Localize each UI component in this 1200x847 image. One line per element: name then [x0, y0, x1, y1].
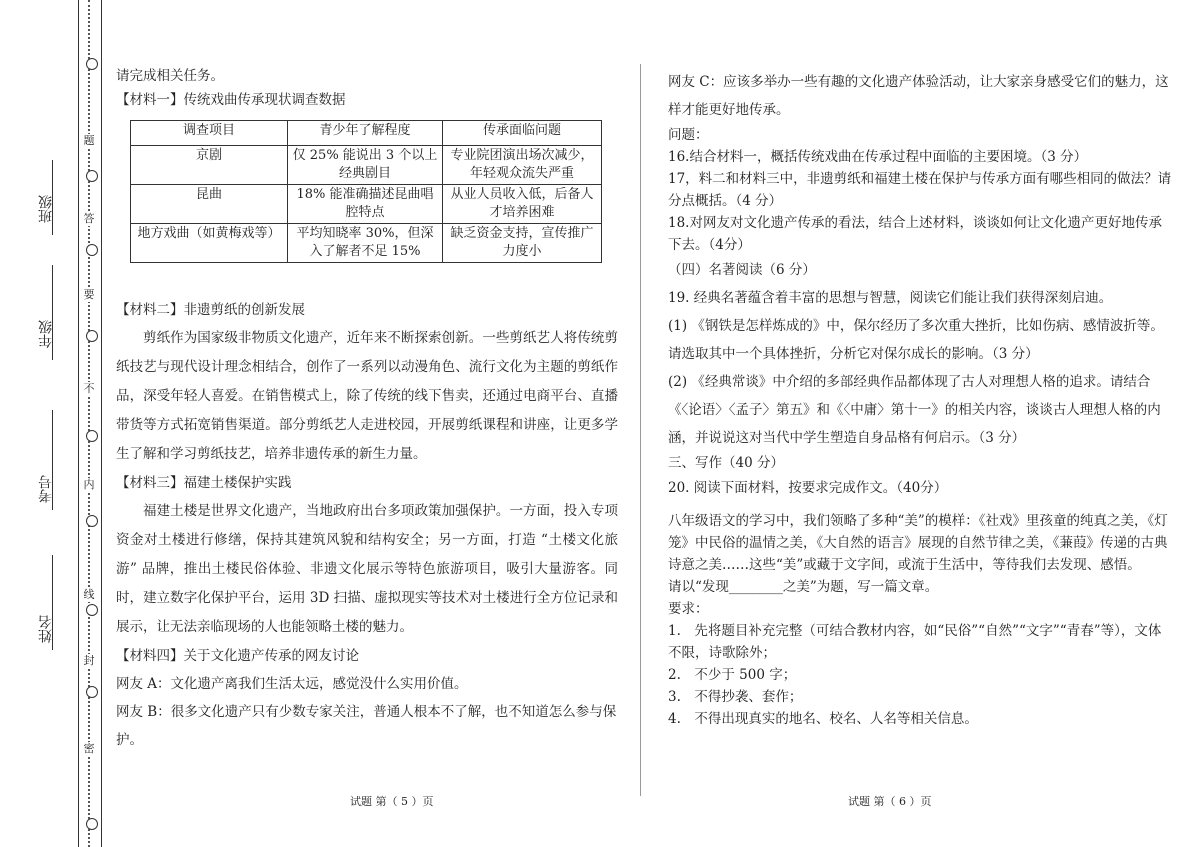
- netizen-a-comment: 网友 A：文化遗产离我们生活太远，感觉没什么实用价值。: [116, 676, 468, 692]
- question-20: 20. 阅读下面材料，按要求完成作文。（40分）: [668, 480, 948, 496]
- table-header-cell: 调查项目: [131, 121, 288, 146]
- survey-table: [130, 120, 602, 263]
- page-number-5: 试题 第（ 5 ）页: [350, 795, 434, 808]
- exam-number-blank[interactable]: [52, 410, 54, 510]
- seal-char: 封: [83, 654, 95, 667]
- page-5: [116, 64, 618, 748]
- seal-circle: [86, 330, 98, 342]
- class-blank[interactable]: [52, 160, 54, 235]
- page-divider: [640, 64, 641, 796]
- seal-dotted-line: [88, 0, 90, 847]
- intro-text: 请完成相关任务。: [116, 68, 224, 84]
- seal-char: 答: [83, 212, 95, 225]
- table-header-cell: 传承面临问题: [443, 121, 602, 146]
- seal-circle: [86, 430, 98, 442]
- table-cell: 缺乏资金支持，宣传推广力度小: [443, 224, 602, 263]
- name-label: 姓名: [38, 615, 54, 643]
- question-19-2: (2) 《经典常谈》中介绍的多部经典作品都体现了古人对理想人格的追求。请结合《〈论语〉〈孟子〉第五》和《〈中庸〉第十一》的相关内容，谈谈古人理想人格的内涵，并说说这对当代中学生塑造自身品格有何启示。（3 分）: [668, 374, 1161, 446]
- table-cell: 平均知晓率 30%，但深入了解者不足 15%: [288, 224, 443, 263]
- table-cell: 18% 能准确描述昆曲唱腔特点: [288, 185, 443, 224]
- table-row: [131, 224, 602, 263]
- table-row: [131, 185, 602, 224]
- seal-circle: [86, 818, 98, 830]
- question-19-1: (1) 《钢铁是怎样炼成的》中，保尔经历了多次重大挫折，比如伤病、感情波折等。请选取其中一个具体挫折，分析它对保尔成长的影响。（3 分）: [668, 318, 1164, 362]
- table-cell: 地方戏曲（如黄梅戏等）: [131, 224, 288, 263]
- requirement-item: 4. 不得出现真实的地名、校名、人名等相关信息。: [668, 711, 978, 727]
- seal-circle: [86, 58, 98, 70]
- question-17: 17，料二和材料三中，非遗剪纸和福建土楼在保护与传承方面有哪些相同的做法？请分点概括。（4 分）: [668, 171, 1172, 209]
- seal-circle: [86, 244, 98, 256]
- margin-border-right: [101, 0, 102, 847]
- grade-label: 年级: [38, 320, 54, 348]
- table-header-row: [131, 121, 602, 146]
- seal-char: 密: [83, 742, 95, 755]
- material-2-text: 剪纸作为国家级非物质文化遗产，近年来不断探索创新。一些剪纸艺人将传统剪纸技艺与现代设计理念相结合，创作了一系列以动漫角色、流行文化为主题的剪纸作品，深受年轻人喜爱。在销售模式上，除了传统的线下售卖，还通过电商平台、直播带货等方式拓宽销售渠道。部分剪纸艺人走进校园，开展剪纸课程和讲座，让更多学生了解和学习剪纸技艺，培养非遗传承的新生力量。: [116, 330, 618, 462]
- netizen-c-comment: 网友 C：应该多举办一些有趣的文化遗产体验活动，让大家亲身感受它们的魅力，这样才能更好地传承。: [668, 74, 1169, 118]
- material-3-title: 【材料三】福建土楼保护实践: [116, 475, 292, 491]
- material-3-text: 福建土楼是世界文化遗产，当地政府出台多项政策加强保护。一方面，投入专项资金对土楼进行修缮，保持其建筑风貌和结构安全；另一方面，打造 “土楼文化旅游” 品牌，推出土楼民俗体验、非遗文化展示等特色旅游项目，吸引大量游客。同时，建立数字化保护平台，运用 3D 扫描、虚拟现实等技术对土楼进行全方位记录和展示，让无法亲临现场的人也能领略土楼的魅力。: [116, 503, 618, 635]
- table-cell: 从业人员收入低，后备人才培养困难: [443, 185, 602, 224]
- question-16: 16.结合材料一，概括传统戏曲在传承过程中面临的主要困境。（3 分）: [668, 149, 1088, 165]
- table-header-cell: 青少年了解程度: [288, 121, 443, 146]
- material-2-title: 【材料二】非遗剪纸的创新发展: [116, 302, 305, 318]
- seal-circle: [86, 686, 98, 698]
- name-blank[interactable]: [52, 555, 54, 650]
- exam-number-label: 考号: [38, 475, 54, 503]
- requirement-item: 3. 不得抄袭、套作；: [668, 689, 803, 705]
- table-cell: 京剧: [131, 146, 288, 185]
- table-row: [131, 146, 602, 185]
- binding-margin: [0, 0, 110, 847]
- material-4-title: 【材料四】关于文化遗产传承的网友讨论: [116, 648, 359, 664]
- page-number-6: 试题 第（ 6 ）页: [848, 795, 932, 808]
- seal-circle: [86, 515, 98, 527]
- table-cell: 昆曲: [131, 185, 288, 224]
- seal-char: 要: [83, 288, 95, 301]
- class-label: 班级: [38, 195, 54, 223]
- seal-char: 题: [83, 134, 95, 147]
- grade-blank[interactable]: [52, 265, 54, 360]
- seal-char: 线: [83, 588, 95, 601]
- seal-circle: [86, 604, 98, 616]
- seal-circle: [86, 170, 98, 182]
- section-3-heading: 三、写作（40 分）: [668, 455, 784, 471]
- page-6: [668, 68, 1172, 730]
- requirement-item: 1. 先将题目补充完整（可结合教材内容，如“民俗”“自然”“文字”“青春”等），文体不限，诗歌除外；: [668, 623, 1162, 661]
- netizen-b-comment: 网友 B：很多文化遗产只有少数专家关注，普通人根本不了解，也不知道怎么参与保护。: [116, 704, 617, 748]
- question-19: 19. 经典名著蕴含着丰富的思想与智慧，阅读它们能让我们获得深刻启迪。: [668, 290, 1113, 306]
- margin-border-left: [78, 0, 79, 847]
- essay-material: 八年级语文的学习中，我们领略了多种“美”的模样：《社戏》里孩童的纯真之美，《灯笼》中民俗的温情之美，《大自然的语言》展现的自然节律之美，《蒹葭》传递的古典诗意之美……这些“美”或藏于文字间，或流于生活中，等待我们去发现、感悟。: [668, 513, 1168, 573]
- seal-char: 内: [83, 478, 95, 491]
- table-cell: 仅 25% 能说出 3 个以上经典剧目: [288, 146, 443, 185]
- seal-char: 不: [83, 382, 95, 395]
- requirements-label: 要求：: [668, 601, 709, 617]
- section-4-heading: （四）名著阅读（6 分）: [668, 262, 816, 278]
- essay-prompt: 请以“发现________之美”为题，写一篇文章。: [668, 579, 939, 595]
- requirement-item: 2. 不少于 500 字；: [668, 667, 797, 683]
- material-1-title: 【材料一】传统戏曲传承现状调查数据: [116, 92, 346, 108]
- questions-label: 问题：: [668, 127, 709, 143]
- table-cell: 专业院团演出场次减少，年轻观众流失严重: [443, 146, 602, 185]
- question-18: 18.对网友对文化遗产传承的看法，结合上述材料，谈谈如何让文化遗产更好地传承下去。（4分）: [668, 215, 1162, 253]
